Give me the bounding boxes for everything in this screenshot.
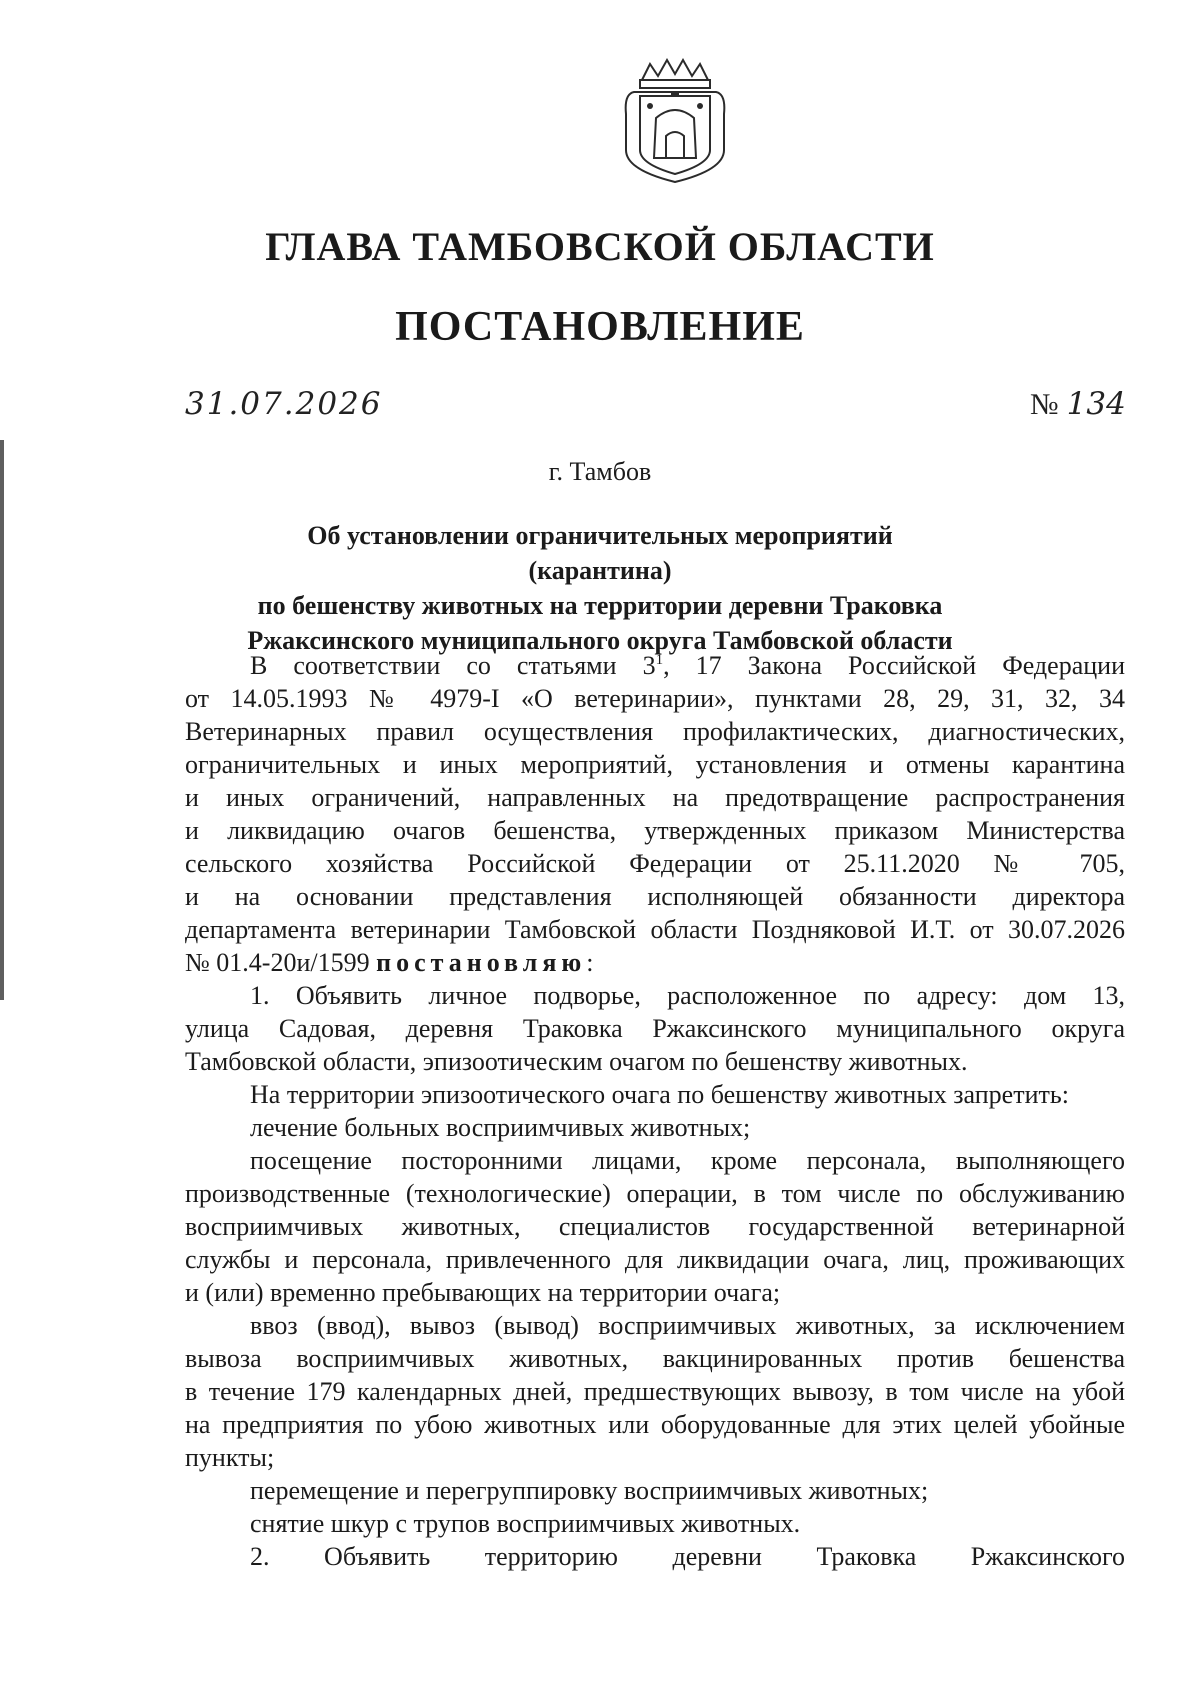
- tambov-coat-of-arms-icon: [620, 58, 730, 188]
- body-line: снятие шкур с трупов восприимчивых животных.: [250, 1509, 801, 1538]
- body-line: от 14.05.1993 № 4979-I «О ветеринарии», пунктами 28, 29, 31, 32, 34: [185, 684, 1125, 713]
- city-line: г. Тамбов: [548, 457, 652, 486]
- body-line: перемещение и перегруппировку восприимчивых животных;: [250, 1476, 929, 1505]
- body-line: ввоз (ввод), вывоз (вывод) восприимчивых животных, за исключением: [250, 1311, 1125, 1340]
- authority-heading: ГЛАВА ТАМБОВСКОЙ ОБЛАСТИ: [265, 224, 935, 269]
- body-line: производственные (технологические) операции, в том числе по обслуживанию: [185, 1179, 1125, 1208]
- scan-edge-shadow: [0, 440, 4, 1000]
- body-line: пункты;: [185, 1443, 275, 1472]
- superscript: 1: [655, 652, 664, 668]
- document-date: 31.07.2026: [185, 386, 383, 422]
- document-body: [185, 649, 1125, 1573]
- body-line: и ликвидацию очагов бешенства, утвержденных приказом Министерства: [185, 816, 1125, 845]
- body-line: департамента ветеринарии Тамбовской области Поздняковой И.Т. от 30.07.2026: [185, 915, 1125, 944]
- body-line: восприимчивых животных, специалистов государственной ветеринарной: [185, 1212, 1125, 1241]
- body-line: сельского хозяйства Российской Федерации от 25.11.2020 № 705,: [185, 849, 1125, 878]
- title-line: по бешенству животных на территории деревни Траковка: [257, 591, 943, 620]
- body-line: 2. Объявить территорию деревни Траковка Ржаксинского: [250, 1542, 1125, 1571]
- number-value: 134: [1066, 386, 1126, 422]
- title-line: Ржаксинского муниципального округа Тамбовской области: [247, 626, 953, 655]
- number-label: №: [1030, 388, 1059, 421]
- body-line: вывоза восприимчивых животных, вакцинированных против бешенства: [185, 1344, 1125, 1373]
- body-line: службы и персонала, привлеченного для ликвидации очага, лиц, проживающих: [185, 1245, 1125, 1274]
- body-line: и на основании представления исполняющей обязанности директора: [185, 882, 1125, 911]
- body-line: Тамбовской области, эпизоотическим очагом по бешенству животных.: [185, 1047, 968, 1076]
- body-line: в течение 179 календарных дней, предшествующих вывозу, в том числе на убой: [185, 1377, 1125, 1406]
- body-line: 1. Объявить личное подворье, расположенное по адресу: дом 13,: [250, 981, 1125, 1010]
- body-line: На территории эпизоотического очага по бешенству животных запретить:: [250, 1080, 1069, 1109]
- document-type-heading: ПОСТАНОВЛЕНИЕ: [395, 304, 805, 350]
- body-line: и иных ограничений, направленных на предотвращение распространения: [185, 783, 1125, 812]
- body-line: Ветеринарных правил осуществления профилактических, диагностических,: [185, 717, 1125, 746]
- body-line: на предприятия по убою животных или оборудованные для этих целей убойные: [185, 1410, 1125, 1439]
- title-line: Об установлении ограничительных мероприятий (карантина): [307, 521, 893, 585]
- body-line: посещение посторонними лицами, кроме персонала, выполняющего: [250, 1146, 1125, 1175]
- body-line: и (или) временно пребывающих на территории очага;: [185, 1278, 781, 1307]
- resolution-keyword: постановляю: [376, 948, 587, 977]
- document-number: [1030, 386, 1126, 422]
- body-line: улица Садовая, деревня Траковка Ржаксинского муниципального округа: [185, 1014, 1125, 1043]
- body-line: № 01.4-20и/1599 постановляю:: [185, 948, 594, 977]
- body-line: лечение больных восприимчивых животных;: [250, 1113, 751, 1142]
- body-line: В соответствии со статьями $3^1$, 17 Закона Российской Федерации: [250, 651, 1125, 680]
- document-title: [240, 518, 960, 658]
- body-line: ограничительных и иных мероприятий, установления и отмены карантина: [185, 750, 1125, 779]
